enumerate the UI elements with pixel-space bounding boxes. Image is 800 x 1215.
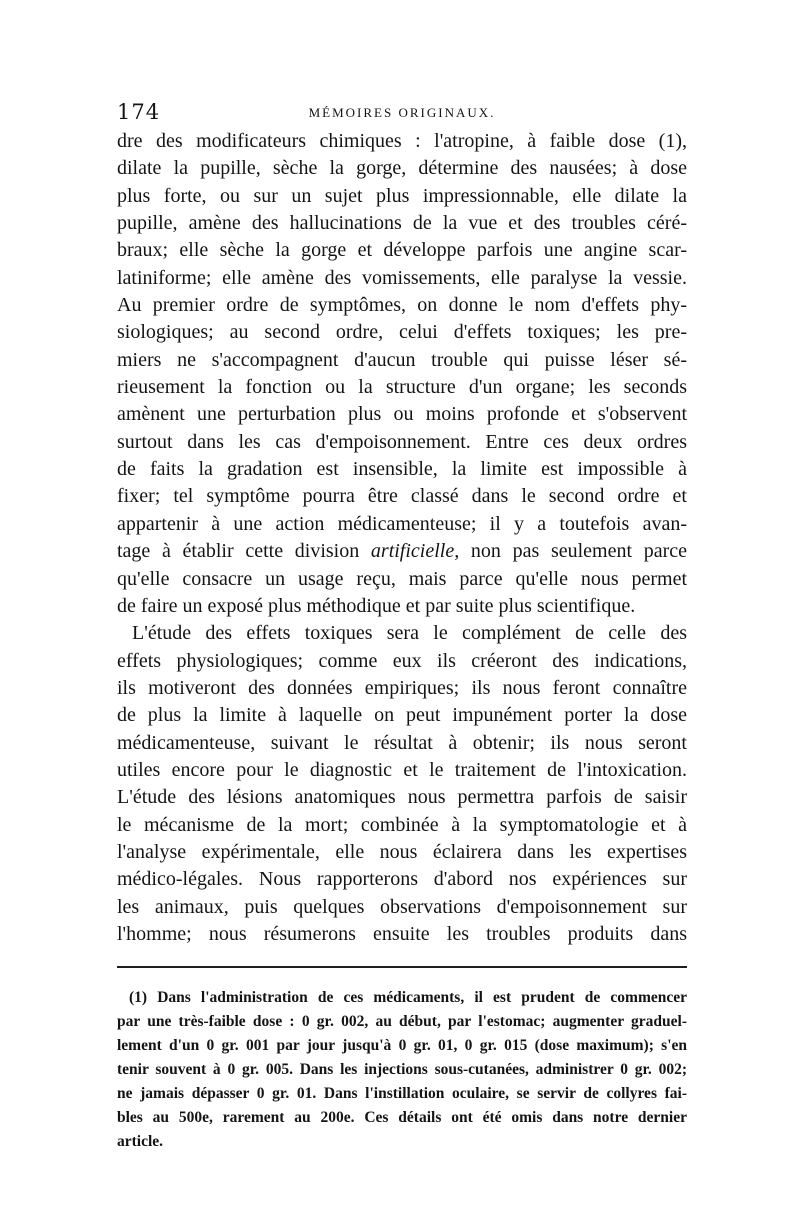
text-line: de faits la gradation est insensible, la limite est impossible à bbox=[117, 458, 687, 481]
text-line: amènent une perturbation plus ou moins profonde et s'observent bbox=[117, 403, 687, 426]
text-line: l'analyse expérimentale, elle nous éclairera dans les expertises bbox=[117, 840, 687, 863]
italic-term: artificielle, bbox=[370, 540, 460, 563]
text-line: latiniforme; elle amène des vomissements, elle paralyse la vessie. bbox=[117, 266, 687, 289]
text-line: utiles encore pour le diagnostic et le traitement de l'intoxication. bbox=[117, 758, 687, 781]
footnote-line: par une très-faible dose : 0 gr. 002, au début, par l'estomac; augmenter graduel- bbox=[117, 1013, 687, 1030]
text-line: de faire un exposé plus méthodique et par suite plus scientifique. bbox=[117, 594, 636, 617]
text-line: dre des modificateurs chimiques : l'atropine, à faible dose (1), bbox=[117, 130, 687, 152]
text-line: l'homme; nous résumerons ensuite les troubles produits dans bbox=[117, 922, 687, 945]
footnote-divider bbox=[117, 966, 687, 968]
text-line: L'étude des lésions anatomiques nous permettra parfois de saisir bbox=[117, 786, 687, 809]
footnote-line: bles au 500e, rarement au 200e. Ces détails ont été omis dans notre dernier bbox=[117, 1109, 687, 1126]
text-line: rieusement la fonction ou la structure d'un organe; les seconds bbox=[117, 376, 687, 399]
text-line: appartenir à une action médicamenteuse; il y a toutefois avan- bbox=[117, 512, 687, 535]
text-line: de plus la limite à laquelle on peut impunément porter la dose bbox=[117, 704, 687, 727]
text-line: ils motiveront des données empiriques; ils nous feront connaître bbox=[117, 676, 687, 699]
text-segment: tage à établir cette division bbox=[117, 540, 360, 563]
body-text bbox=[117, 128, 687, 948]
text-line: le mécanisme de la mort; combinée à la symptomatologie et à bbox=[117, 813, 687, 836]
text-line: surtout dans les cas d'empoisonnement. Entre ces deux ordres bbox=[117, 430, 687, 453]
text-line: plus forte, ou sur un sujet plus impressionnable, elle dilate la bbox=[117, 184, 687, 207]
text-line: fixer; tel symptôme pourra être classé dans le second ordre et bbox=[117, 485, 687, 508]
text-line-with-italic bbox=[117, 538, 687, 565]
text-line: médicamenteuse, suivant le résultat à obtenir; ils nous seront bbox=[117, 731, 687, 754]
footnote-line: article. bbox=[117, 1133, 164, 1150]
text-line: miers ne s'accompagnent d'aucun trouble qui puisse léser sé- bbox=[117, 348, 687, 371]
page-number: 174 bbox=[117, 100, 161, 124]
footnote-line: lement d'un 0 gr. 001 par jour jusqu'à 0 gr. 01, 0 gr. 015 (dose maximum); s'en bbox=[117, 1037, 687, 1054]
running-title: MÉMOIRES ORIGINAUX. bbox=[308, 105, 496, 120]
text-segment: non pas seulement parce bbox=[470, 540, 687, 563]
footnote bbox=[117, 986, 687, 1154]
footnote-line: (1) Dans l'administration de ces médicaments, il est prudent de commencer bbox=[129, 989, 687, 1006]
text-line: pupille, amène des hallucinations de la vue et des troubles céré- bbox=[117, 212, 687, 235]
text-line: braux; elle sèche la gorge et développe parfois une angine scar- bbox=[117, 239, 687, 262]
text-line: dilate la pupille, sèche la gorge, détermine des nausées; à dose bbox=[117, 157, 687, 180]
text-line: siologiques; au second ordre, celui d'effets toxiques; les pre- bbox=[117, 321, 687, 344]
paragraph-start-line: L'étude des effets toxiques sera le complément de celle des bbox=[132, 622, 687, 645]
footnote-line: tenir souvent à 0 gr. 005. Dans les injections sous-cutanées, administrer 0 gr. 002; bbox=[117, 1061, 687, 1078]
footnote-line: ne jamais dépasser 0 gr. 01. Dans l'instillation oculaire, se servir de collyres fai- bbox=[117, 1085, 687, 1102]
text-line: effets physiologiques; comme eux ils créeront des indications, bbox=[117, 649, 687, 672]
page-header bbox=[117, 100, 687, 126]
text-line: Au premier ordre de symptômes, on donne le nom d'effets phy- bbox=[117, 294, 687, 317]
text-line: les animaux, puis quelques observations d'empoisonnement sur bbox=[117, 895, 687, 918]
text-line: qu'elle consacre un usage reçu, mais parce qu'elle nous permet bbox=[117, 567, 687, 590]
text-line: médico-légales. Nous rapporterons d'abord nos expériences sur bbox=[117, 868, 687, 891]
